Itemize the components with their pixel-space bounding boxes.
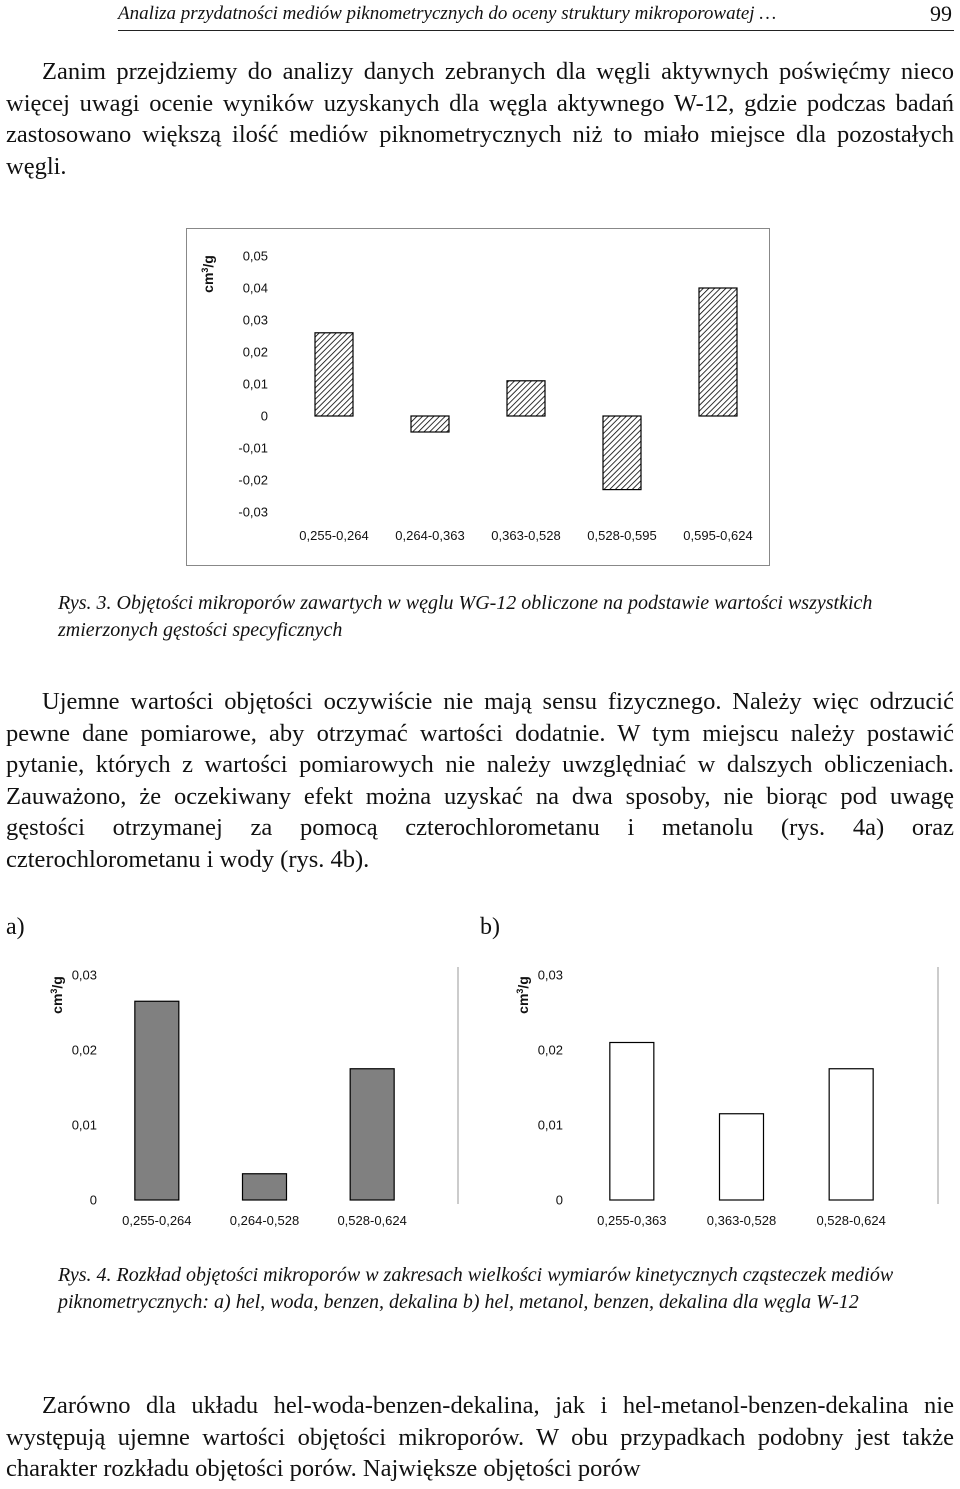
figure-3-frame [187,229,770,566]
figure-4-caption [58,1262,908,1316]
running-header [118,0,954,31]
fig4b-x-tick-label: 0,255-0,363 [597,1213,667,1228]
fig4b-y-tick-label: 0,03 [537,967,563,983]
fig4b-y-tick-label: 0 [555,1192,563,1208]
fig4a-x-tick-label: 0,528-0,624 [337,1213,407,1228]
fig3-y-tick-label: 0,03 [242,312,268,328]
fig3-bar [507,381,545,416]
fig3-y-tick-label: -0,01 [238,440,268,456]
fig3-y-tick-label: 0,02 [242,344,268,360]
fig4b-x-tick-label: 0,528-0,624 [816,1213,886,1228]
fig3-bar [699,288,737,416]
figure-3-svg [186,228,770,566]
fig3-y-tick-label: -0,03 [238,504,268,520]
figure-4-caption-text: Rozkład objętości mikroporów w zakresach wielkości wymiarów kinetycznych cząsteczek mediów piknometrycznych: a) hel, woda, benzen, dekalina b) hel, metanol, benzen, dekalina dla węgla W-12 [58,1264,894,1313]
paragraph-conclusion: Zarówno dla układu hel-woda-benzen-dekalina, jak i hel-metanol-benzen-dekalina nie występują ujemne wartości objętości mikroporów. W obu przypadkach podobny jest także charakter rozkładu objętości porów. Największe objętości porów [6,1392,954,1482]
fig3-y-tick-label: 0,01 [242,376,268,392]
fig4a-y-tick-label: 0,02 [71,1042,97,1058]
fig4b-bar [720,1114,764,1200]
figure-3-label: Rys. 3. [58,592,112,614]
fig3-y-tick-label: 0,05 [242,248,268,264]
paragraph-discussion: Ujemne wartości objętości oczywiście nie mają sensu fizycznego. Należy więc odrzucić pewne dane pomiarowe, aby otrzymać wartości dodatnie. W tym miejscu należy postawić pytanie, których z wartości pomiarowych nie należy uwzględniać w dalszych obliczeniach. Zauważono, że oczekiwany efekt można uzyskać na dwa sposoby, nie biorąc pod uwagę gęstości otrzymanej za pomocą czterochlorometanu i metanolu (rys. 4a) oraz czterochlorometanu i wody (rys. 4b). [6,688,954,873]
fig4b-x-tick-label: 0,363-0,528 [706,1213,777,1228]
fig4b-y-axis-label: $cm^3/g$ [515,976,531,1014]
figure-4b-svg [486,950,946,1250]
fig4b-bar [610,1043,654,1201]
fig3-x-tick-label: 0,255-0,264 [299,528,369,543]
fig4b-y-tick-label: 0,02 [537,1042,563,1058]
fig4a-y-tick-label: 0 [89,1192,97,1208]
figure-3-chart [186,228,770,566]
fig4a-x-tick-label: 0,264-0,528 [229,1213,300,1228]
fig3-x-tick-label: 0,363-0,528 [491,528,561,543]
figure-4a-svg [6,950,466,1250]
fig3-x-tick-label: 0,528-0,595 [587,528,657,543]
figure-3-caption [58,590,938,644]
fig3-x-tick-label: 0,264-0,363 [395,528,465,543]
figure-4a-sublabel: a) [6,914,25,940]
fig3-y-tick-label: 0 [260,408,268,424]
fig3-x-tick-label: 0,595-0,624 [683,528,753,543]
fig4a-bar [135,1001,179,1200]
page-number: 99 [930,1,952,26]
fig4a-y-tick-label: 0,03 [71,967,97,983]
fig4a-bar [350,1069,394,1200]
figure-3-caption-text: Objętości mikroporów zawartych w węglu WG-12 obliczone na podstawie wartości wszystkich zmierzonych gęstości specyficznych [58,592,873,641]
fig4b-bar [829,1069,873,1200]
fig3-bar [315,333,353,416]
fig3-y-tick-label: -0,02 [238,472,268,488]
paragraph-intro: Zanim przejdziemy do analizy danych zebranych dla węgli aktywnych poświęćmy nieco więcej uwagi ocenie wyników uzyskanych dla węgla aktywnego W-12, gdzie podczas badań zastosowano większą ilość mediów piknometrycznych niż to miało miejsce dla pozostałych węgli. [6,58,954,180]
fig3-y-tick-label: 0,04 [242,280,268,296]
figure-4a-chart [6,950,466,1250]
figure-4-label: Rys. 4. [58,1264,112,1286]
figure-4b-sublabel: b) [480,914,500,940]
figure-4b-chart [486,950,946,1250]
running-header-title: Analiza przydatności mediów piknometrycznych do oceny struktury mikroporowatej … [118,3,777,24]
fig4a-x-tick-label: 0,255-0,264 [122,1213,192,1228]
fig4a-y-tick-label: 0,01 [71,1117,97,1133]
fig4b-y-tick-label: 0,01 [537,1117,563,1133]
fig3-bar [603,416,641,490]
fig4a-y-axis-label: $cm^3/g$ [49,976,65,1014]
fig3-bar [411,416,449,432]
fig3-y-axis-label: $cm^3/g$ [200,255,216,293]
fig4a-bar [243,1174,287,1200]
